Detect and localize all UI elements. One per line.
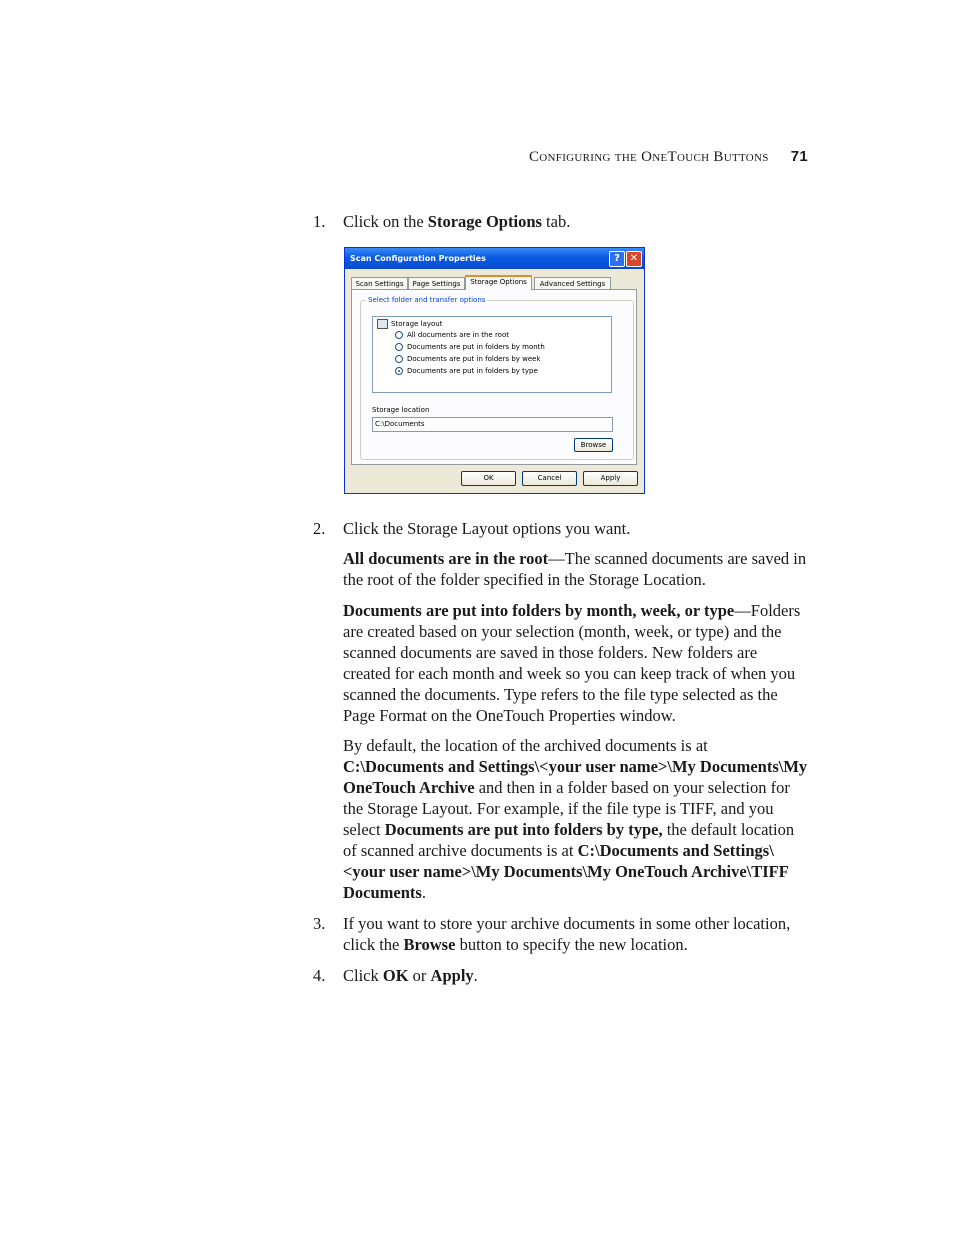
step-number: 1.: [313, 212, 326, 231]
paragraph-root-option: [343, 548, 808, 590]
text-run: By default, the location of the archived documents is at: [343, 736, 708, 755]
section-title: Configuring the OneTouch Buttons: [529, 149, 769, 165]
storage-location-label: Storage location: [372, 406, 430, 414]
option-label: All documents are in the root: [407, 331, 509, 339]
storage-layout-list: [372, 316, 612, 393]
option-label: Documents are put in folders by month: [407, 343, 545, 351]
step-number: 2.: [313, 519, 326, 538]
step-text: [343, 913, 808, 955]
folder-icon: [377, 319, 388, 329]
radio-icon: [395, 355, 403, 363]
bold-run: Storage Options: [427, 212, 542, 231]
text-run: or: [408, 966, 431, 985]
list-header-label: Storage layout: [391, 320, 443, 328]
radio-option-root[interactable]: [395, 331, 509, 339]
paragraph-folders-option: [343, 600, 808, 726]
dialog-titlebar: [345, 248, 644, 269]
browse-button[interactable]: Browse: [574, 438, 613, 452]
step-number: 4.: [313, 966, 326, 985]
scan-configuration-dialog: [344, 247, 645, 494]
radio-icon: [395, 343, 403, 351]
bold-run: Documents are put into folders by type,: [384, 820, 663, 839]
dialog-title: Scan Configuration Properties: [350, 254, 486, 263]
group-label: Select folder and transfer options: [368, 296, 486, 304]
text-run: Click: [343, 966, 383, 985]
bold-run: Apply: [430, 966, 474, 985]
text-run: and then in a folder based on your selection for the Storage Layout. For example, if the file type is TIFF, and you select: [343, 778, 790, 839]
text-run: .: [473, 966, 478, 985]
list-header: [377, 319, 442, 329]
storage-options-panel: [351, 289, 637, 465]
radio-icon: [395, 331, 403, 339]
tab-storage-options[interactable]: Storage Options: [465, 275, 532, 290]
tab-page-settings[interactable]: Page Settings: [408, 277, 465, 289]
option-label: Documents are put in folders by week: [407, 355, 541, 363]
close-icon[interactable]: ✕: [626, 251, 642, 267]
step-text: Click the Storage Layout options you want.: [343, 519, 631, 538]
step-text: [343, 965, 808, 986]
page-number: 71: [790, 148, 808, 165]
ok-button[interactable]: OK: [461, 471, 516, 486]
text-run: button to specify the new location.: [455, 935, 688, 954]
bold-run: Browse: [403, 935, 456, 954]
paragraph-default-location: [343, 735, 808, 903]
radio-option-month[interactable]: [395, 343, 545, 351]
text-run: Click on the: [343, 212, 428, 231]
bold-run: Documents are put into folders by month, week, or type: [343, 601, 735, 620]
text-run: —Folders are created based on your selection (month, week, or type) and the scanned documents are saved in those folders. New folders are created for each month and week so you can keep track of when you scanned the documents. Type refers to the file type selected as the Page Format on the OneTouch Properties window.: [343, 601, 801, 725]
text-run: .: [421, 883, 426, 902]
bold-run: C:\Documents and Settings\<your user name>\My Documents\My OneTouch Archive: [343, 757, 808, 797]
tab-advanced-settings[interactable]: Advanced Settings: [534, 277, 611, 289]
step-text: [343, 211, 808, 232]
text-run: the default location of scanned archive documents is at: [343, 820, 795, 860]
storage-location-input[interactable]: C:\Documents: [372, 417, 613, 432]
apply-button[interactable]: Apply: [583, 471, 638, 486]
step-number: 3.: [313, 914, 326, 933]
text-run: —The scanned documents are saved in the root of the folder specified in the Storage Location.: [343, 549, 807, 589]
tab-scan-settings[interactable]: Scan Settings: [351, 277, 408, 289]
bold-run: OK: [382, 966, 409, 985]
bold-run: C:\Documents and Settings\<your user name>\My Documents\My OneTouch Archive\TIFF Documents: [343, 841, 789, 902]
help-icon[interactable]: ?: [609, 251, 625, 267]
radio-option-type[interactable]: [395, 367, 538, 375]
radio-option-week[interactable]: [395, 355, 541, 363]
running-header: [0, 148, 808, 166]
option-label: Documents are put in folders by type: [407, 367, 538, 375]
text-run: tab.: [541, 212, 571, 231]
radio-selected-icon: [395, 367, 403, 375]
bold-run: All documents are in the root: [343, 549, 549, 568]
cancel-button[interactable]: Cancel: [522, 471, 577, 486]
text-run: If you want to store your archive documents in some other location, click the: [343, 914, 791, 954]
